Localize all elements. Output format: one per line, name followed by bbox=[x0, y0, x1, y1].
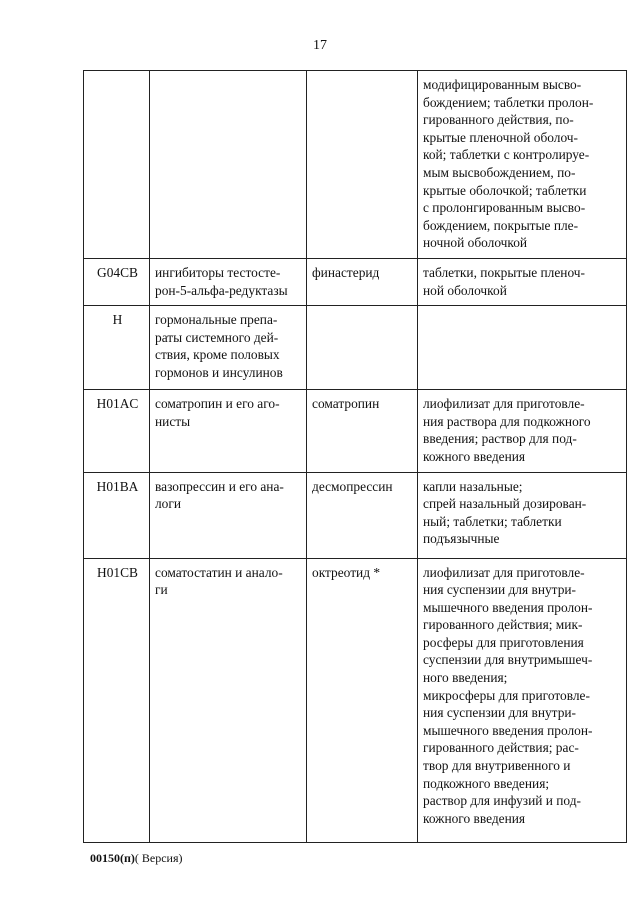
dosage-form-cell: модифицированным высво- бождением; таблетки пролон- гированного действия, по- крытые пленочной оболоч- кой; таблетки с контролируе- мым высвобождением, по- крытые оболочкой; таблетки с пролонгированным высво- бождением, покрытые пле- ночной оболочкой bbox=[418, 71, 627, 259]
group-cell: соматостатин и анало- ги bbox=[150, 558, 307, 842]
group-cell: соматропин и его аго- нисты bbox=[150, 390, 307, 472]
table-row bbox=[84, 306, 627, 390]
group-cell: гормональные препа- раты системного дей- ствия, кроме половых гормонов и инсулинов bbox=[150, 306, 307, 390]
inn-cell: соматропин bbox=[307, 390, 418, 472]
atc-code-cell: H01CB bbox=[84, 558, 150, 842]
dosage-form-cell: лиофилизат для приготовле- ния суспензии для внутри- мышечного введения пролон- гированного действия; мик- росферы для приготовления суспензии для внутримышеч- ного введения; микросферы для приготовле- ния суспензии для внутри- мышечного введения пролон- гированного действия; рас- твор для внутривенного и подкожного введения; раствор для инфузий и под- кожного введения bbox=[418, 558, 627, 842]
table-row bbox=[84, 71, 627, 259]
table-row bbox=[84, 258, 627, 305]
atc-code-cell: H01AC bbox=[84, 390, 150, 472]
inn-cell: финастерид bbox=[307, 258, 418, 305]
table-row bbox=[84, 390, 627, 472]
document-footer bbox=[90, 851, 183, 866]
dosage-form-cell: лиофилизат для приготовле- ния раствора для подкожного введения; раствор для под- кожного введения bbox=[418, 390, 627, 472]
group-cell bbox=[150, 71, 307, 259]
page-number: 17 bbox=[313, 38, 327, 53]
atc-code-cell: H01BA bbox=[84, 472, 150, 558]
inn-cell bbox=[307, 306, 418, 390]
inn-cell bbox=[307, 71, 418, 259]
atc-code-cell: H bbox=[84, 306, 150, 390]
dosage-form-cell bbox=[418, 306, 627, 390]
dosage-form-cell: таблетки, покрытые пленоч- ной оболочкой bbox=[418, 258, 627, 305]
atc-code-cell bbox=[84, 71, 150, 259]
atc-code-cell: G04CB bbox=[84, 258, 150, 305]
document-version: ( Версия) bbox=[134, 851, 183, 865]
inn-cell: десмопрессин bbox=[307, 472, 418, 558]
inn-cell: октреотид * bbox=[307, 558, 418, 842]
dosage-form-cell: капли назальные; спрей назальный дозирован- ный; таблетки; таблетки подъязычные bbox=[418, 472, 627, 558]
table-row bbox=[84, 472, 627, 558]
table-row bbox=[84, 558, 627, 842]
document-code: 00150(п) bbox=[90, 851, 135, 865]
group-cell: ингибиторы тестостe- рон-5-альфа-редуктазы bbox=[150, 258, 307, 305]
drug-table bbox=[83, 70, 627, 843]
group-cell: вазопрессин и его ана- логи bbox=[150, 472, 307, 558]
